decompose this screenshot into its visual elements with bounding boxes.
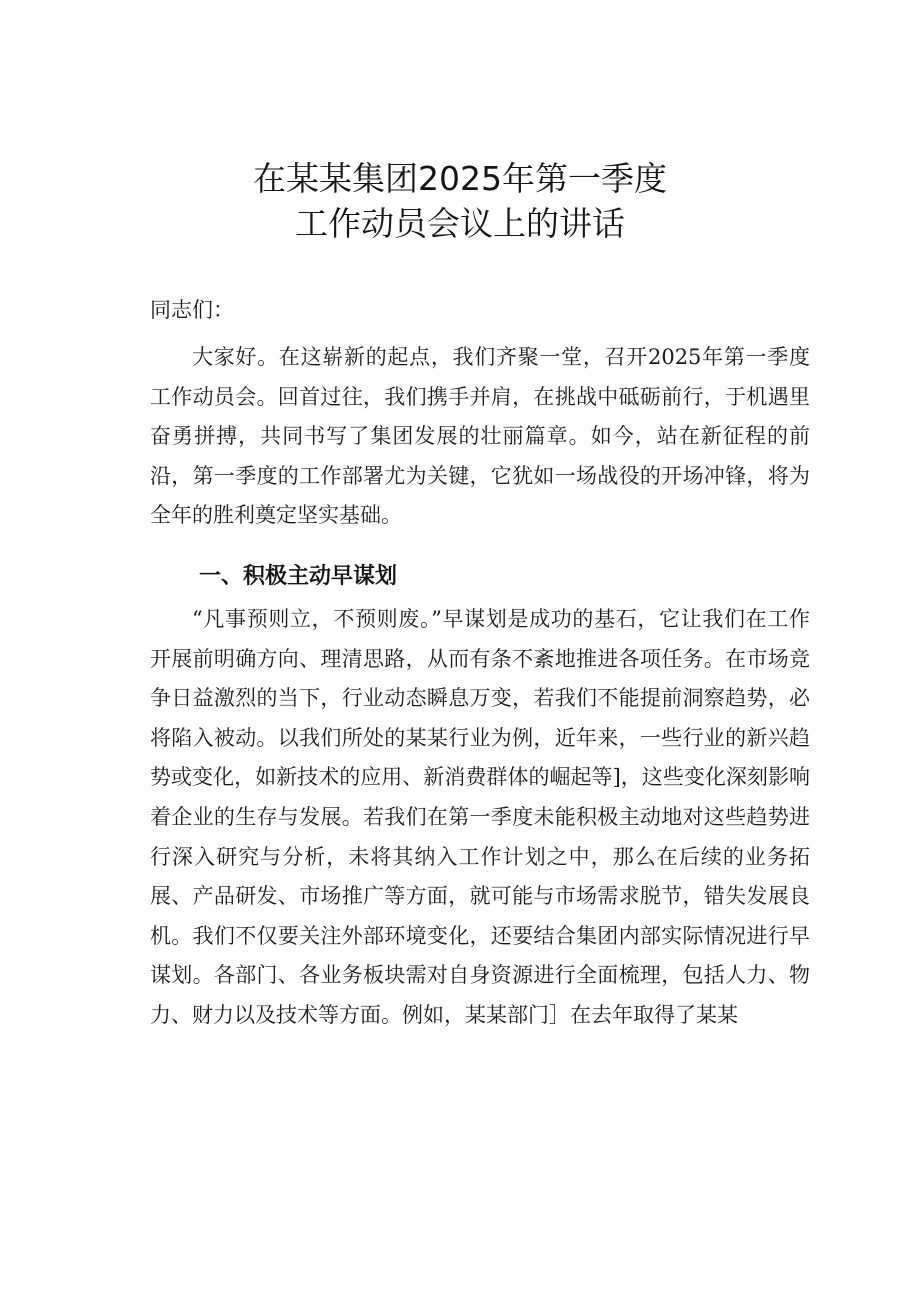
salutation: 同志们： <box>150 298 234 322</box>
title-line-2: 工作动员会议上的讲话 <box>295 204 625 243</box>
title-line-1: 在某某集团2025年第一季度 <box>253 159 667 198</box>
section-1-paragraph: “凡事预则立，不预则废。”早谋划是成功的基石，它让我们在工作开展前明确方向、理清思路，从而有条不紊地推进各项任务。在市场竞争日益激烈的当下，行业动态瞬息万变，若我们不能提前洞察趋势，必将陷入被动。以我们所处的某某行业为例，近年来，一些行业的新兴趋势或变化，如新技术的应用、新消费群体的崛起等]，这些变化深刻影响着企业的生存与发展。若我们在第一季度未能积极主动地对这些趋势进行深入研究与分析，未将其纳入工作计划之中，那么在后续的业务拓展、产品研发、市场推广等方面，就可能与市场需求脱节，错失发展良机。我们不仅要关注外部环境变化，还要结合集团内部实际情况进行早谋划。各部门、各业务板块需对自身资源进行全面梳理，包括人力、物力、财力以及技术等方面。例如，某某部门］在去年取得了某某 <box>150 607 810 1027</box>
section-heading-1: 一、积极主动早谋划 <box>199 564 398 589</box>
document-title <box>0 156 920 246</box>
opening-paragraph: 大家好。在这崭新的起点，我们齐聚一堂，召开2025年第一季度工作动员会。回首过往，我们携手并肩，在挑战中砥砺前行，于机遇里奋勇拼搏，共同书写了集团发展的壮丽篇章。如今，站在新征程的前沿，第一季度的工作部署尤为关键，它犹如一场战役的开场冲锋，将为全年的胜利奠定坚实基础。 <box>150 345 810 528</box>
